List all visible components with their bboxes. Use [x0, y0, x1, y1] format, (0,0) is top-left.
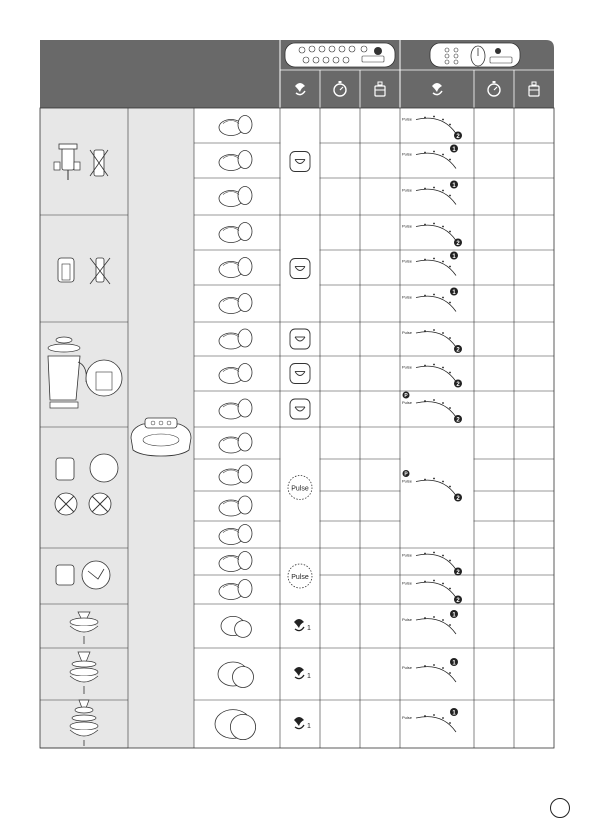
speed-level-badge	[450, 252, 458, 261]
vegetables-jar-icon	[219, 116, 252, 136]
speed-one-icon	[294, 717, 311, 730]
svg-text:2: 2	[456, 134, 460, 140]
dial-speed-indicator	[402, 580, 462, 604]
svg-text:1: 1	[452, 254, 456, 260]
svg-text:1: 1	[452, 612, 456, 619]
dial-speed-indicator	[402, 145, 458, 169]
svg-text:1: 1	[452, 710, 456, 717]
pulse-small-label: Pulse	[402, 478, 413, 484]
crepe-batter-icon	[219, 399, 252, 419]
svg-text:2: 2	[456, 241, 460, 247]
dial-speed-indicator	[402, 708, 458, 732]
pulse-label: Pulse	[291, 485, 309, 493]
pulse-small-label: Pulse	[402, 187, 413, 193]
control-panel-buttons-diagram	[285, 43, 395, 67]
pulse-button-icon	[288, 476, 312, 500]
dial-speed-indicator	[402, 223, 462, 247]
program-batter-icon	[290, 399, 310, 419]
cocktail-icon	[219, 364, 252, 384]
svg-text:1: 1	[452, 660, 456, 667]
program-soup-icon	[290, 329, 310, 349]
dial-speed-indicator	[402, 364, 462, 388]
speed-level-badge	[454, 596, 462, 605]
pulse-label: Pulse	[291, 574, 309, 581]
pulse-button-icon	[288, 564, 312, 588]
cream-icon	[219, 258, 252, 278]
speed-level-badge	[450, 708, 458, 717]
orange-icon	[218, 662, 254, 688]
svg-text:1: 1	[452, 290, 456, 296]
grapefruit-icon	[215, 710, 256, 740]
pulse-small-label: Pulse	[402, 330, 413, 335]
svg-text:2: 2	[456, 496, 460, 502]
speed-level-badge	[454, 239, 462, 248]
cream-icon	[219, 151, 252, 171]
dial-speed-indicator	[402, 181, 458, 205]
program-mix-p2-icon	[290, 259, 310, 279]
spices-icon	[219, 580, 252, 600]
program-p-icon	[403, 470, 410, 478]
pulse-small-label: Pulse	[402, 617, 413, 622]
egg-whites-icon	[219, 294, 252, 314]
pulse-small-label: Pulse	[402, 364, 413, 370]
pulse-small-label: Pulse	[402, 552, 413, 558]
meat-icon	[219, 433, 252, 453]
dial-speed-indicator	[402, 116, 462, 140]
pulse-small-label: Pulse	[402, 665, 413, 670]
dial-speed-indicator	[402, 392, 462, 424]
pulse-small-label: Pulse	[402, 151, 413, 157]
speed-level-badge	[450, 610, 458, 619]
svg-text:1: 1	[452, 183, 456, 189]
pulse-small-label: Pulse	[402, 294, 413, 300]
speed-level-badge	[454, 568, 462, 577]
speed-level-badge	[450, 658, 458, 667]
speed-level-badge	[454, 415, 462, 424]
svg-text:2: 2	[456, 570, 460, 576]
speed-level-badge	[454, 132, 462, 141]
dial-speed-indicator	[402, 552, 462, 576]
svg-text:P: P	[404, 471, 408, 478]
coffee-beans-icon	[219, 552, 252, 572]
speed-level-badge	[450, 145, 458, 154]
speed-level-badge	[450, 288, 458, 297]
egg-whites-icon	[219, 187, 252, 207]
speed-level-badge	[450, 181, 458, 190]
biscuits-icon	[219, 525, 252, 545]
svg-text:2: 2	[456, 347, 460, 354]
page-number-badge	[550, 798, 570, 818]
svg-text:1: 1	[452, 147, 456, 153]
soup-icon	[219, 329, 252, 349]
svg-text:2: 2	[456, 382, 460, 388]
speed-one-label: 1	[307, 723, 311, 730]
speed-level-badge	[454, 380, 462, 389]
program-mix-p1-icon	[290, 152, 310, 172]
lemon-icon	[221, 616, 251, 637]
pulse-small-label: Pulse	[402, 715, 413, 720]
pulse-small-label: Pulse	[402, 400, 413, 405]
dial-speed-indicator	[402, 470, 462, 502]
pulse-small-label: Pulse	[402, 223, 413, 229]
pulse-small-label: Pulse	[402, 116, 413, 122]
dial-speed-indicator	[402, 252, 458, 276]
speed-one-icon	[294, 619, 311, 632]
svg-text:2: 2	[456, 417, 460, 424]
speed-one-label: 1	[307, 673, 311, 680]
speed-level-badge	[454, 494, 462, 503]
dial-speed-indicator	[402, 288, 458, 312]
svg-text:P: P	[404, 393, 408, 399]
vegetables-jar-icon	[219, 223, 252, 243]
pulse-small-label: Pulse	[402, 580, 413, 586]
dial-speed-indicator	[402, 658, 458, 682]
speed-one-icon	[294, 667, 311, 680]
program-p-icon	[403, 392, 410, 400]
nuts-icon	[219, 496, 252, 516]
dial-speed-indicator	[402, 329, 462, 353]
onion-garlic-icon	[219, 465, 252, 485]
dial-speed-indicator	[402, 610, 458, 634]
pulse-small-label: Pulse	[402, 258, 413, 264]
control-panel-dial-diagram	[430, 43, 520, 67]
speed-one-label: 1	[307, 625, 311, 632]
program-smoothie-icon	[290, 364, 310, 384]
svg-text:2: 2	[456, 598, 460, 604]
speed-level-badge	[454, 345, 462, 354]
